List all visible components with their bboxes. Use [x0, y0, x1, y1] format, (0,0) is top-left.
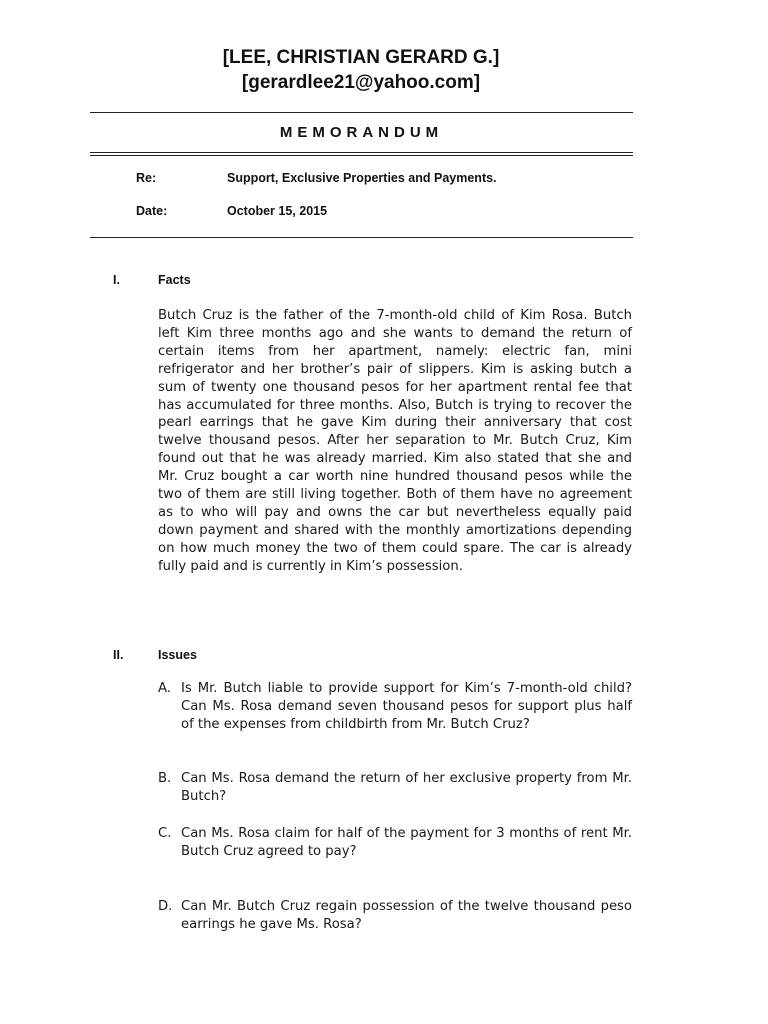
issue-text: Can Mr. Butch Cruz regain possession of the twelve thousand peso earrings he gave Ms. Rosa?	[181, 899, 632, 932]
facts-heading: Facts	[158, 273, 191, 287]
issue-letter: A.	[158, 681, 171, 696]
facts-body: Butch Cruz is the father of the 7-month-old child of Kim Rosa. Butch left Kim three months ago and she wants to demand the return of certain items from her apartment, namely: electric fan, mini refrigerator and her brother’s pair of slippers. Kim is asking butch a sum of twenty one thousand pesos for her apartment rental fee that has accumulated for three months. Also, Butch is trying to recover the pearl earrings that he gave Kim during their anniversary that cost twelve thousand pesos. After her separation to Mr. Butch Cruz, Kim found out that he was already married. Kim also stated that she and Mr. Cruz bought a car worth nine hundred thousand pesos while the two of them are still living together. Both of them have no agreement as to who will pay and owns the car but nevertheless equally paid down payment and shared with the monthly amortizations depending on how much money the two of them could spare. The car is already fully paid and is currently in Kim’s possession.	[158, 308, 632, 574]
issue-item-d	[158, 898, 632, 934]
issue-text: Can Ms. Rosa claim for half of the payment for 3 months of rent Mr. Butch Cruz agreed to pay?	[181, 826, 632, 859]
divider-double-2	[90, 155, 633, 156]
issue-item-b	[158, 770, 632, 806]
issue-letter: B.	[158, 771, 172, 786]
issues-heading: Issues	[158, 648, 197, 662]
date-value: October 15, 2015	[227, 204, 328, 218]
issue-item-a	[158, 680, 632, 734]
divider-top	[90, 112, 633, 113]
issue-text: Can Ms. Rosa demand the return of her exclusive property from Mr. Butch?	[181, 771, 632, 804]
issue-letter: D.	[158, 899, 173, 914]
issue-letter: C.	[158, 826, 172, 841]
memo-title: MEMORANDUM	[279, 124, 444, 141]
re-value: Support, Exclusive Properties and Payments.	[227, 171, 497, 185]
author-name: [LEE, CHRISTIAN GERARD G.]	[222, 47, 500, 68]
issue-item-c	[158, 825, 632, 861]
divider-double-1	[90, 152, 633, 153]
author-email: [gerardlee21@yahoo.com]	[241, 72, 481, 93]
re-label: Re:	[136, 171, 157, 185]
issue-text: Is Mr. Butch liable to provide support for Kim’s 7-month-old child? Can Ms. Rosa demand seven thousand pesos for support plus half of the expenses from childbirth from Mr. Butch Cruz?	[181, 681, 632, 732]
divider-bottom	[90, 237, 633, 238]
facts-number: I.	[113, 273, 120, 287]
date-label: Date:	[136, 204, 168, 218]
issues-number: II.	[113, 648, 124, 662]
